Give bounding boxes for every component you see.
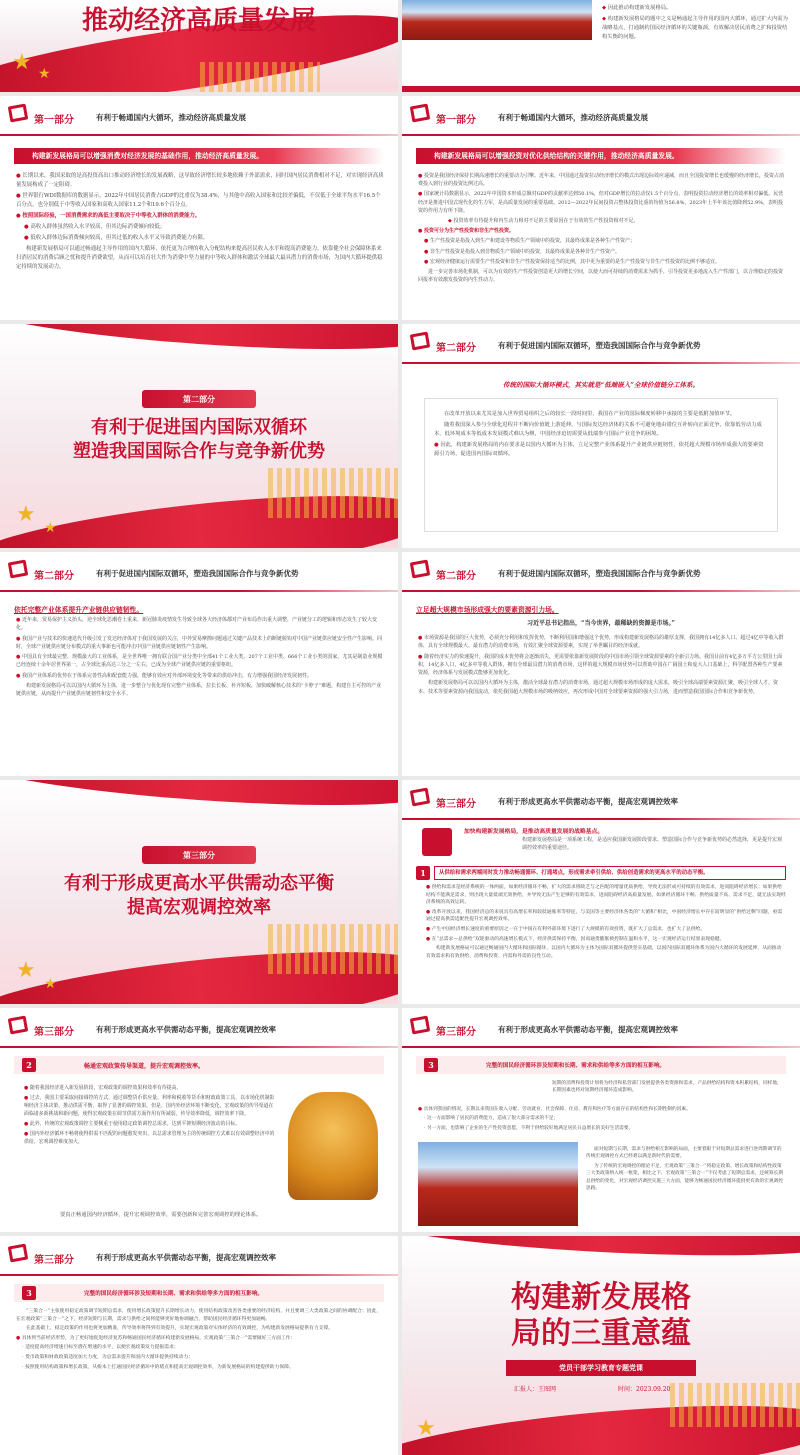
star-icon: ★	[16, 958, 36, 983]
slide-title-banner[interactable]	[0, 0, 398, 92]
star-icon: ★	[38, 66, 51, 82]
slide-body-right	[586, 1146, 786, 1194]
part-label: 第三部分	[436, 799, 476, 810]
paragraph: 在改革开放以来尤其是加入世界贸易组织之后的较长一段时间里，我国在产业的国际梯度转移中承接的主要是低附加值环节。	[444, 411, 736, 417]
slide-header	[402, 552, 800, 592]
slide-body	[426, 884, 786, 962]
paragraph: 面对短期与长期，需求与供给相互影响的局面，主要着眼于对短期总需求进行逆周期调节的传统宏观调控方式已经难以满足新时代的需要。	[586, 1147, 782, 1160]
paragraph: ● 长期以来，我国采取的是高投资高出口推动经济增长的发展战略，这导致经济增长较多地依赖于外部需求，同时国内居民消费相对不足，对实现经济高质量发展构成了一定阻碍。	[16, 173, 384, 188]
paragraph: 构建新发展格局可以以国内大循环为主体，激活全球最有潜力的消费市场，通过超大规模市场形成的庞大需求，吸引全球高端要素资源汇聚，吸引全球人才、资本、技术等要素资源向我国流动，依托我国超大规模市场的吸纳效应，再次形成中国对全球要素资源的强大引力场，进而塑造我国国际合作和竞争新优势。	[418, 680, 779, 695]
paragraph: 随着我国深入参与全球化进程并不断向价值链上游延伸，与国际发达经济体的关系不可避免地由错位互补转向正面竞争。依靠低劳动力成本、低环境成本等低成本发展模式难以为继，中国经济迫切需要从低端参与国际产业竞争的困境。	[434, 422, 762, 437]
list-item: ◆ 构建新发展格局的题中之义是畅通起主导作用的国内大循环，通过扩大内需为战略基点，打通制约国民经济循环的关键瓶颈，有效解决居民消费之扩和投资结构失衡的问题。	[602, 16, 788, 40]
paragraph: ● 宏观经济健康运行需要生产性投资和非生产性投资保持适当的比例，其中更为重要的是生产性投资与非生产性投资的比例不够适宜。	[424, 258, 720, 265]
header-title: 有利于促进国内国际双循环，塑造我国国际合作与竞争新优势	[96, 569, 299, 578]
lead-text: 畅通宏观政策传导渠道，提升宏观调控效率。	[84, 1063, 205, 1070]
star-icon: ★	[16, 502, 36, 527]
part-icon	[410, 1016, 431, 1035]
slide-title: 推动经济高质量发展	[81, 6, 316, 36]
paragraph: ● 投资是我国经济保持长期高速增长的重要动力引擎。近年来，中国通过投资拉动经济增长的模式出现边际效应递减，而且全国投资增长也缓慢的经济增长，投资占消费投入到行业的投资比例过高。	[418, 173, 784, 188]
slide-text-snippet[interactable]	[402, 0, 800, 92]
slide-part3-transmission[interactable]	[0, 1008, 398, 1232]
reporter-text: 汇报人：王图网	[514, 1386, 557, 1393]
paragraph: ● 具体到当前经济形势，为了更好地促进经济复苏和畅通国民经济循环构建新发展格局，宏观政策“三策合一”需要做好三方面工作：	[16, 1335, 296, 1341]
paragraph: · 按照使用结构政策和增长政策，从根本上打通国民经济循环中的堵点和提高宏观调控效率，为新发展格局的构建提供助力保障。	[22, 1364, 294, 1370]
slide-section3-cover[interactable]	[0, 780, 398, 1004]
slide-part2-market[interactable]	[402, 552, 800, 776]
part-label: 第二部分	[436, 571, 476, 582]
bottom-bar	[402, 86, 800, 92]
palace-image	[402, 0, 592, 40]
paragraph: ● 我国产业与技术的快速迭代升级引发了发达经济体对于我国发展的关注，中外贸易摩擦问题通过关键产品技术上的断链脱钩对中国产业链供应链安全性产生影响。同时，全球产业链供应链分布模式的重大事新也可能冲击中国产业链供应链韧性产生影响。	[16, 635, 382, 650]
paragraph: ● 高收入群体虽然收入水平较高，但其边际消费倾向较低；	[24, 224, 166, 230]
paragraph: ● 国家统计局数据显示，2022年中国资本形成总额对GDP的贡献率达到50.1%，但对GDP增长的拉动仅1.5个百分点，表明投资拉动经济增长的效率相对偏低。民营经济是推进中国式现代化的生力军，是高质量发展的重要基础。2012—2022年民间投资占整体投资比重的均值为56.8%，2023年上半年该比值降到52.9%，表明投资的作用力有所下降。	[418, 191, 784, 214]
star-icon: ★	[44, 976, 57, 992]
paragraph: 构建新发展格局可以通过畅通国内大循环和国际循环，以国内大循环为主体为国际双循环提供坚实基础，以国内国际双循环体系为国内大循环的发展延伸，从而推动有效需求和有效供给、消费和投资、内需和外需的良性互动。	[426, 946, 782, 959]
city-skyline	[670, 1383, 800, 1427]
star-icon: ★	[12, 50, 32, 75]
part-label: 第一部分	[34, 115, 74, 126]
slide-part3-shortlong[interactable]	[402, 1008, 800, 1232]
paragraph: ● 产生中国经济增长速度的重要原因之一在于中国在有利外部环境下进行了大规模的有效投资，既扩大了总需求，也扩大了总供给。	[426, 926, 706, 932]
paragraph: ● 在“总需求—总供给”双轮驱动的高速增长模式下，经济供需保持平衡，因而通货膨胀被控制在温和水平，这一宏观经济运行结果表现稳健。	[426, 936, 725, 942]
slide-part3-threepolicies[interactable]	[0, 1236, 398, 1455]
slide-header	[402, 1008, 800, 1048]
number-badge: 3	[22, 1286, 36, 1300]
part-label: 第三部分	[436, 1027, 476, 1038]
paragraph: ● 生产性投资是指投入到生产和建设等物质生产领域中的投资，其最终成果是各种生产性资产；	[424, 238, 635, 245]
paragraph: ● 此外，传统的宏观政策调控主要侧重于使用稳定政策调控总需求，达到平抑短期经济波动的目标。	[24, 1121, 241, 1127]
section-title: 有利于形成更高水平供需动态平衡 提高宏观调控效率	[64, 873, 334, 918]
speaker-icon	[422, 828, 452, 856]
city-skyline	[268, 468, 398, 518]
part-icon	[8, 1244, 29, 1263]
header-title: 有利于形成更高水平供需动态平衡，提高宏观调控效率	[498, 797, 678, 806]
slide-part2-lowend[interactable]	[402, 324, 800, 548]
paragraph: ● 随着我国经济进入新发展阶段，宏观政策的调控效果和效率有待提高。	[24, 1085, 182, 1091]
header-title: 有利于促进国内国际双循环，塑造我国国际合作与竞争新优势	[498, 341, 701, 350]
list-item: ◆ 因此推动构建新发展格局。	[602, 5, 672, 11]
paragraph: ● 具体到我国的情况，长期以来我国在收入分配、劳动就业、社会保障、住房、教育和医疗等方面存在的结构性和长期性制约因素。	[418, 1107, 691, 1112]
slide-header	[0, 96, 398, 136]
paragraph: ● 改革开放以来，我国经济总的来说具有高增长率和较低通胀率等特征，与美国等主要经济体各类的“大循和”相比，中国经济增长中存在较明显的“供给过剩”问题，亟需通过提高供需适配性提升宏观调控效率。	[426, 909, 783, 923]
final-title: 构建新发展格 局的三重意蕴	[511, 1280, 691, 1351]
lead-banner: 构建新发展格局可以增强投资对优化供给结构的关键作用，推动经济高质量发展。	[416, 148, 786, 164]
slide-body	[434, 410, 768, 461]
number-badge: 1	[416, 866, 430, 880]
part-label: 第一部分	[436, 115, 476, 126]
bubble-text: 加快构建新发展格局，是推动高质量发展的战略基点。	[464, 829, 604, 835]
part-icon	[8, 1016, 29, 1035]
paragraph: ● 世界银行WDI数据库的数据显示，2022年中国居民消费占GDP的比重仅为38.4%，与其他中高收入国家和比较差偏低，不仅低于全球平均水平16.5个百分点，也分别低于中等收入国家和高收入国家11.2个和19.6个百分点。	[16, 193, 381, 208]
paragraph: · 适度提高经济增速目标至潜在增速的水平，以便宏观政策发力提振需求；	[22, 1345, 179, 1351]
paragraph: ● 近年来，贸易保护主义抬头，逆全球化思潮卷土重来，新冠肺炎疫情发生导致全球各大经济体都对产业布局作出重大调整，产业链分工的逻辑和形态发生了较大变化。	[16, 617, 377, 632]
paragraph: 短期的消费和投资计划将为经济和私营部门发展提供各类资源和需求，产品供给结构和资本积累结构，同样地，长期因素也将对短期经济循环造成影响。	[552, 1081, 782, 1094]
paragraph: 构建新发展格局可以以国内大循环为主体，进一步整合与优化现有完整产业体系，拉长长板、补齐短板，加快破解核心技术的“卡脖子”难题，构建自主可控的产业链供应链，从而提升产业链供应链韧性和安全水平。	[16, 683, 382, 698]
slide-header	[0, 1236, 398, 1276]
lead-box: 从供给和需求两端同时发力推动畅通循环、打通堵点，形成需求牵引供给、供给创造需求的更高水平的动态平衡。	[434, 866, 786, 880]
header-title: 有利于形成更高水平供需动态平衡，提高宏观调控效率	[96, 1253, 276, 1262]
slide-body	[16, 1308, 384, 1373]
slide-part3-supply-demand[interactable]	[402, 780, 800, 1004]
part-icon	[410, 560, 431, 579]
paragraph: ● 过去，我国主要采取间接调控的方式，通过调整货币供应量、利率和税收等货币和财政政策工具，以市场化机制影响经济主体决策，推动供需平衡，取得了显著的调控效果。但是，国内外经济环境不断变化，宏观政策的传导渠道在面临诸多新挑战和新问题，使得宏观政策在调节供需方面作用有所减弱，传导效率降低，调控效率下降。	[24, 1095, 275, 1117]
city-skyline	[268, 924, 398, 974]
header-title: 有利于形成更高水平供需动态平衡，提高宏观调控效率	[96, 1025, 276, 1034]
quote-text: 习近平总书记指出，“当今世界，最稀缺的资源是市场。”	[527, 620, 675, 627]
lead-banner: 构建新发展格局可以增强消费对经济发展的基础作用，推动经济高质量发展。	[14, 148, 384, 164]
slide-final-cover[interactable]	[402, 1236, 800, 1455]
paragraph: ● 中国具有全球最完整、规模最大的工业体系，是全世界唯一拥有联合国产业分类中全部41个工业大类、207个工业中类、666个工业小类的国家，尤其是制造业规模已经连续十余年居世界第一，占全球比重高达三分之一左右，已成为全球产业链供应链的重要枢纽。	[16, 654, 383, 669]
star-icon: ★	[44, 520, 57, 536]
part-icon	[8, 104, 29, 123]
paragraph: “三策合一”主张使用稳定政策调节短期总需求，使用增长政策提升长期增长动力，使用结构政策改善各类重要的经济结构，并且要调三大类政策之间的协调配合；因此，在宏观政策“三策合一”之下，经济短期与长期，需求与供给之间将能够更好地协调融合，帮助国民经济循环得更加通畅。	[16, 1309, 382, 1322]
slide-header	[402, 96, 800, 136]
slide-body	[16, 172, 384, 274]
slide-part1-investment[interactable]	[402, 96, 800, 320]
part-icon	[410, 332, 431, 351]
slide-body	[418, 1106, 786, 1134]
star-icon: ★	[416, 1416, 436, 1441]
paragraph: ● 供给和需求是经济系统的一体两面，如果经济循环不畅，扩大的需求将缺乏与之匹配的增量优质供给，导致无法形成可持续的有效需求，进而阻碍经济增长；如果供给结构不能满足需求，则出现大量低端无效供给，并导致无法产生足够的有效需求，进而阻碍经济高质量发展。如果经济循环不畅、供给质量不高、需求不足，就无法实现经济系统的高效运转。	[426, 885, 786, 906]
slide-section2-cover[interactable]	[0, 324, 398, 548]
slide-body	[418, 634, 786, 698]
quote-text: 传统的国际大循环模式，其实就是“低端嵌入”全球价值链分工体系。	[503, 381, 699, 389]
paragraph: ● 国内外经济循环不畅将使得供需不匹配的问题愈发突出，以总需求管理为主的传统调控方式难以有效调整经济中的供给，宏观调控难度加大。	[24, 1131, 275, 1145]
paragraph: ● 非生产性投资是指投入到非物质生产领域中的投资，其最终成果是各种非生产性资产。	[424, 248, 620, 255]
lead-text: 完整的国民经济循环涉及短期和长期、需求和供给等多方面的相互影响。	[486, 1063, 666, 1069]
subtitle-banner: 党员干部学习教育专题党课	[506, 1360, 696, 1376]
closing-text: 要真正畅通国内经济循环，提升宏观调控效率，需要创新和完善宏观调控的理论体系。	[60, 1212, 262, 1218]
slide-header	[402, 324, 800, 364]
number-badge: 2	[22, 1058, 36, 1072]
section-badge: 第三部分	[142, 846, 256, 864]
paragraph: · 另一方面，也影响了企业的生产性投资意愿，不利于供给较好地满足居民日益增长的美好生活需要。	[424, 1125, 634, 1131]
header-title: 有利于促进国内国际双循环，塑造我国国际合作与竞争新优势	[498, 569, 701, 578]
part-label: 第三部分	[34, 1027, 74, 1038]
part-icon	[410, 104, 431, 123]
paragraph: ◆ 投资效率有待提升和内生动力相对不足的主要原因在于有效的生产性投资相对不足。	[448, 218, 639, 225]
slide-intro	[552, 1080, 786, 1097]
number-badge: 3	[424, 1058, 438, 1072]
paragraph: 为了传统的宏观调控的理论不足，宏观政策“三策合一”将稳定政策、增长政策和结构性政策三大类政策纳入统一框架，相比之下，宏观政策“三策合一”不仅考虑了短期总需求，还统筹长期总供给的变化，对宏观经济调控实施三大方面，能够为畅通国民经济循环提供更有效的宏观调控思路。	[586, 1163, 783, 1192]
paragraph: ● 随着经济实力的快速提升，我国的成本优势将会逐渐消失，更需要依靠新发展阶段的中国市场引领全球资源要素的全新引力场。我国目前有4亿多万平方公里国土面积，14亿多人口，4亿多中等收入群体，拥有全球最具潜力的消费市场，这样的超大规模市场优势可以帮助中国在广阔国土和庞大人口基础上，科学配置各种生产要素资源，经济体系与发展模式能够更加优化。	[418, 653, 783, 677]
slide-header	[402, 780, 800, 820]
paragraph: ● 因此，构建新发展格局的内在要求是以国内大循环为主体，立足完整产业体系提升产业链供应链韧性，依托超大规模市场形成强大的要素资源引力场，促进国内国际双循环。	[434, 442, 764, 457]
section-badge: 第二部分	[142, 390, 256, 408]
palace-image	[418, 1142, 578, 1226]
lead-heading: 依托完整产业体系提升产业链供应链韧性。	[14, 606, 144, 614]
section-title: 有利于促进国内国际双循环 塑造我国国际合作与竞争新优势	[73, 417, 325, 462]
part-icon	[410, 788, 431, 807]
part-label: 第二部分	[34, 571, 74, 582]
paragraph: 在此基础上，稳定政策的作用也将更加精准，传导效率将得到有效提升，实现宏观政策对实体经济的有效调控，为构建新发展格局提供有力支撑。	[26, 1326, 334, 1332]
header-title: 有利于畅通国内大循环，推动经济高质量发展	[498, 113, 648, 122]
slide-body	[24, 1084, 278, 1148]
part-icon	[8, 560, 29, 579]
part-label: 第三部分	[34, 1255, 74, 1266]
date-text: 时间：2023.09.20	[618, 1386, 671, 1393]
slide-header	[0, 1008, 398, 1048]
paragraph: ● 投资可分为生产性投资和非生产性投资。	[418, 228, 514, 235]
city-skyline	[200, 62, 320, 92]
paragraph: ● 低收入群体边际消费倾向较高，但其过低的收入水平又导致消费能力有限。	[24, 235, 209, 241]
paragraph: · 货币政策和财政政策适度加大力度，为总需求提升和国内大循环提供持续动力；	[22, 1354, 193, 1360]
part-label: 第二部分	[436, 343, 476, 354]
header-title: 有利于畅通国内大循环，推动经济高质量发展	[96, 113, 246, 122]
paragraph: · 这一方面影响了居民的消费能力，造成了很大部分需求的不足；	[424, 1116, 559, 1122]
slide-part1-consumption[interactable]	[0, 96, 398, 320]
paragraph: ● 市场资源是我国的巨大优势，必须充分利用和发挥优势，不断利用国和增强这个优势，形成构建新发展格局的雄厚支撑，我国拥有14亿多人口、超过4亿中等收入群体，具有全球规模最大、最有潜力的消费市场，有效汇聚全球资源要素，实现了举世瞩目的经济成就。	[418, 635, 784, 650]
paragraph: 构建新发展格局可以通过畅通起主导作用的国内大循环，依托更为合理的收入分配结构来提高居民收入水平和提高消费能力，依靠健全社会保障体系来扫消居民的消费后顾之忧和提升消费欲望，从而可以培育壮大作为消费中坚力量的中等收入群体和激活全球最大最具潜力的消费市场，为国内大循环提供稳定持续的发展动力。	[16, 246, 383, 270]
paragraph: 进一步完善市场化机制，可以为有效的生产性投资创造更大的增长空间，以使大而可持续的消费需求为抓手，引导投资更多地流入生产性部门，以合理稳定的投资回报率有效激发投资的内生性动力。	[418, 269, 784, 284]
slide-body	[16, 616, 384, 701]
header-title: 有利于形成更高水平供需动态平衡，提高宏观调控效率	[498, 1025, 678, 1034]
intro-text: 构建新发展格局是一项系统工程，是适应我国新发展阶段要求、塑造国际合作与竞争新优势的必然选择，更是提升宏观调控效率的重要途径。	[522, 837, 783, 851]
slide-body	[418, 172, 786, 286]
slide-part2-industry[interactable]	[0, 552, 398, 776]
slide-header	[0, 552, 398, 592]
lead-text: 完整的国民经济循环涉及短期和长期、需求和供给等多方面的相互影响。	[84, 1291, 264, 1297]
paragraph: ● 按照国际经验，一国消费需求的高低主要取决于中等收入群体的消费能力。	[16, 213, 201, 219]
golden-lion-image	[288, 1092, 378, 1200]
lead-heading: 立足超大规模市场形成强大的要素资源引力场。	[416, 606, 559, 614]
paragraph: ● 我国产业体系的优势在于体系完善性高和配套能力强，能够有效应对外部环境变化等带来的供给冲击，有力增强我国经济发展韧性。	[16, 672, 312, 679]
